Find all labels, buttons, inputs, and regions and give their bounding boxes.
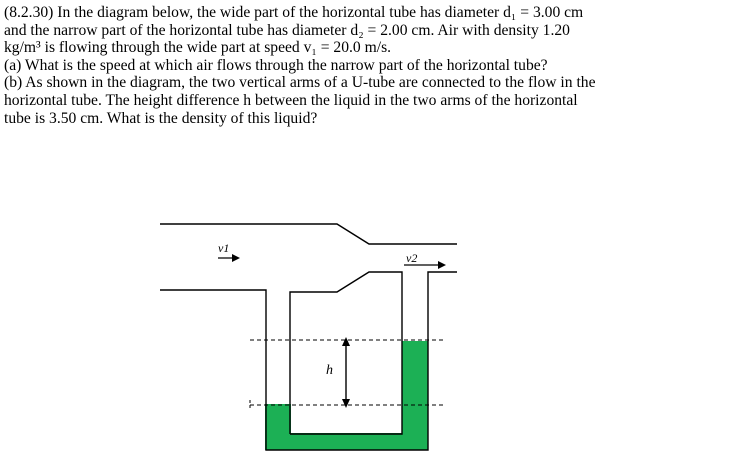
v2-label: v2: [406, 251, 418, 265]
height-arrow: [342, 337, 350, 408]
liquid-bottom: [291, 433, 402, 450]
problem-line: and the narrow part of the horizontal tube has diameter d₂ = 2.00 cm. Air with density 1.20: [4, 21, 570, 39]
problem-line: (8.2.30) In the diagram below, the wide part of the horizontal tube has diameter d₁ = 3.00 cm: [4, 4, 584, 21]
problem-line: (b) As shown in the diagram, the two vertical arms of a U-tube are connected to the flow in the: [4, 74, 596, 92]
liquid-left-arm: [265, 404, 291, 450]
problem-line: kg/m³ is flowing through the wide part at speed v₁ = 20.0 m/s.: [4, 39, 392, 57]
v1-arrow: [218, 254, 240, 262]
problem-line: tube is 3.50 cm. What is the density of this liquid?: [4, 109, 318, 127]
tube-top-wall: [160, 224, 457, 244]
problem-line: (a) What is the speed at which air flows through the narrow part of the horizontal tube?: [4, 56, 548, 74]
h-label: h: [326, 363, 333, 378]
problem-line: horizontal tube. The height difference h between the liquid in the two arms of the horizontal: [4, 91, 578, 109]
v1-label: v1: [218, 241, 230, 255]
liquid-right-arm: [402, 341, 428, 450]
